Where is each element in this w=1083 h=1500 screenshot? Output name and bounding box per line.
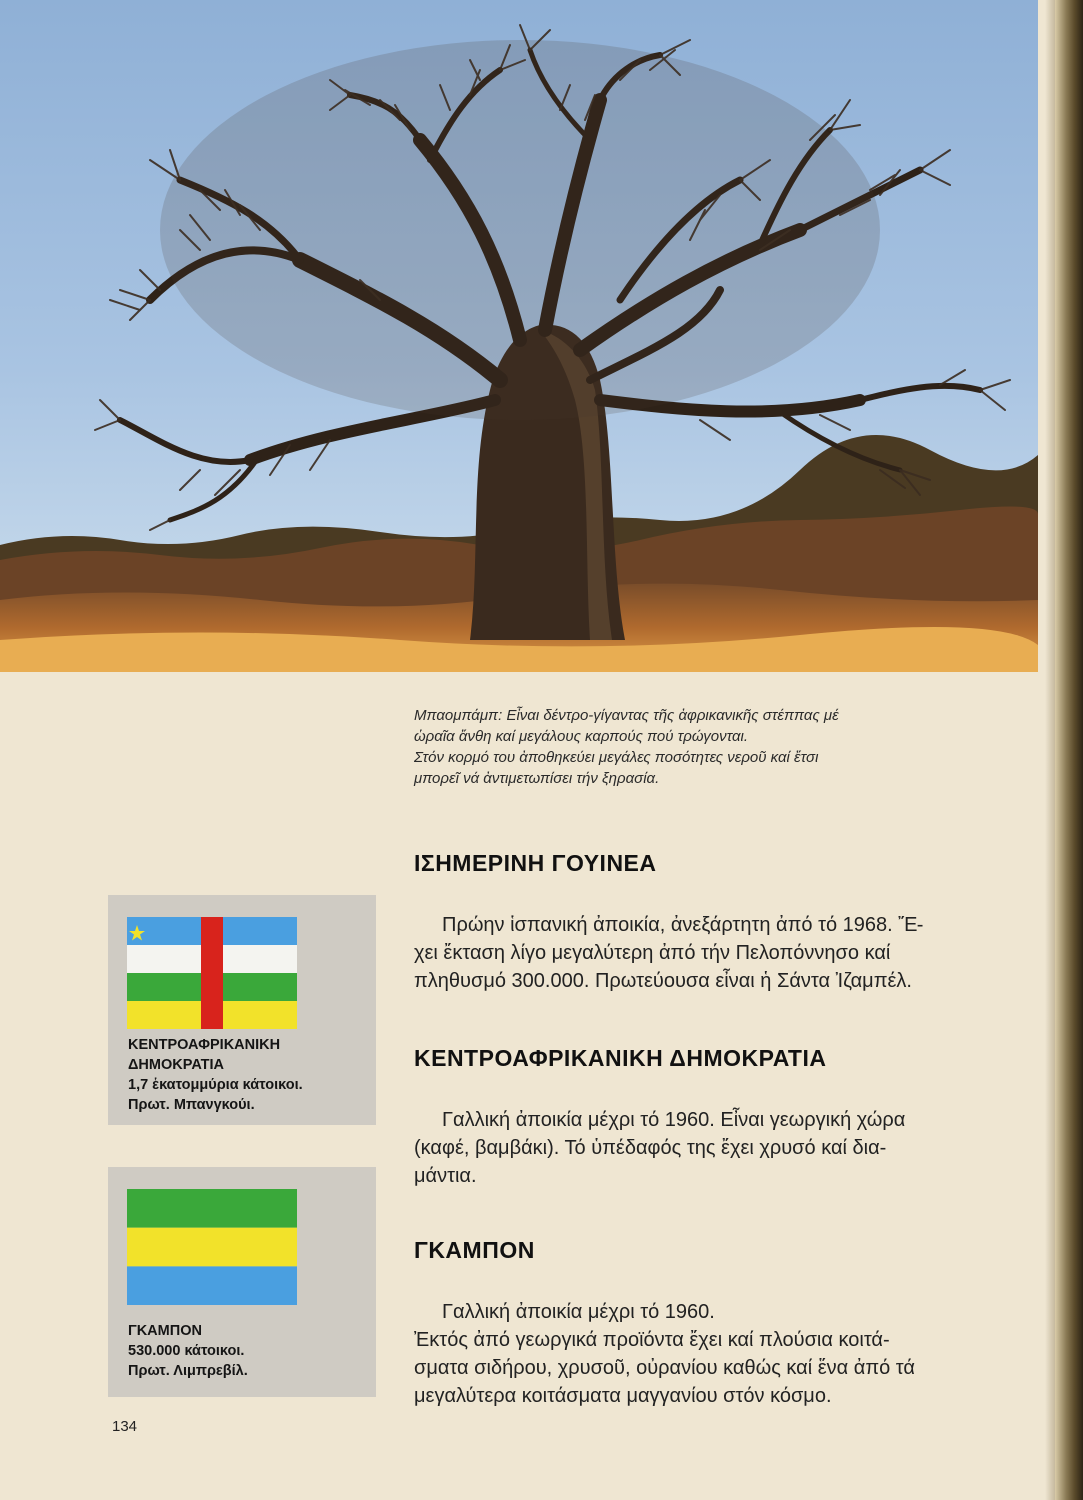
country-name-line: ΓΚΑΜΠΟΝ (128, 1323, 202, 1339)
body-line: πληθυσμό 300.000. Πρωτεύουσα εἶναι ἡ Σάντα Ἰζαμπέλ. (414, 970, 912, 992)
section-title: ΚΕΝΤΡΟΑΦΡΙΚΑΝΙΚΗ ΔΗΜΟΚΡΑΤΙΑ (414, 1045, 827, 1071)
body-line: μεγαλύτερα κοιτάσματα μαγγανίου στόν κόσμο. (414, 1385, 832, 1407)
gabon-flag (127, 1189, 297, 1305)
caption-line: Μπαομπάμπ: Εἶναι δέντρο-γίγαντας τῆς ἀφρικανικῆς στέππας μέ (414, 707, 839, 724)
section-title: ΙΣΗΜΕΡΙΝΗ ΓΟΥΙΝΕΑ (414, 850, 657, 876)
body-line: μάντια. (414, 1165, 477, 1187)
body-line: Γαλλική ἀποικία μέχρι τό 1960. (442, 1301, 715, 1323)
body-line: Πρώην ἱσπανική ἀποικία, ἀνεξάρτητη ἀπό τό 1968. Ἔ- (442, 914, 924, 936)
caption-line: μπορεῖ νά ἀντιμετωπίσει τήν ξηρασία. (414, 770, 660, 787)
section-title: ΓΚΑΜΠΟΝ (414, 1237, 535, 1263)
section-body (414, 911, 1048, 995)
section-body (414, 1298, 1048, 1410)
population-text: 530.000 κάτοικοι. (128, 1343, 245, 1359)
body-line: Ἐκτός ἀπό γεωργικά προϊόντα ἔχει καί πλούσια κοιτά- (414, 1329, 890, 1351)
baobab-illustration (0, 0, 1038, 672)
body-line: σματα σιδήρου, χρυσοῦ, οὐρανίου καθώς καί ἕνα ἀπό τά (414, 1357, 915, 1379)
country-name-line: ΚΕΝΤΡΟΑΦΡΙΚΑΝΙΚΗ (128, 1037, 281, 1053)
central-african-republic-flag (127, 917, 297, 1029)
capital-text: Πρωτ. Λιμπρεβίλ. (128, 1363, 248, 1379)
body-line: (καφέ, βαμβάκι). Τό ὑπέδαφός της ἔχει χρυσό καί δια- (414, 1137, 887, 1159)
country-name-line: ΔΗΜΟΚΡΑΤΙΑ (128, 1057, 224, 1073)
flag-card-info (128, 1321, 248, 1381)
body-line: χει ἔκταση λίγο μεγαλύτερη ἀπό τήν Πελοπόννησο καί (414, 942, 891, 964)
baobab-photo (0, 0, 1038, 672)
flag-card-info (128, 1035, 303, 1115)
photo-caption (414, 705, 999, 789)
section-equatorial-guinea (414, 850, 1048, 995)
section-body (414, 1106, 1048, 1190)
flag-card-central-african-republic (108, 895, 376, 1125)
section-central-african-republic (414, 1045, 1048, 1190)
population-text: 1,7 ἑκατομμύρια κάτοικοι. (128, 1077, 303, 1093)
page-edge (1055, 0, 1083, 1500)
caption-line: ὡραῖα ἄνθη καί μεγάλους καρπούς πού τρώγονται. (414, 728, 749, 745)
body-line: Γαλλική ἀποικία μέχρι τό 1960. Εἶναι γεωργική χώρα (442, 1109, 906, 1131)
section-gabon (414, 1237, 1048, 1410)
flag-card-gabon (108, 1167, 376, 1397)
page-number: 134 (112, 1418, 138, 1435)
caption-line: Στόν κορμό του ἀποθηκεύει μεγάλες ποσότητες νεροῦ καί ἔτσι (414, 749, 819, 766)
capital-text: Πρωτ. Μπανγκούι. (128, 1097, 255, 1113)
